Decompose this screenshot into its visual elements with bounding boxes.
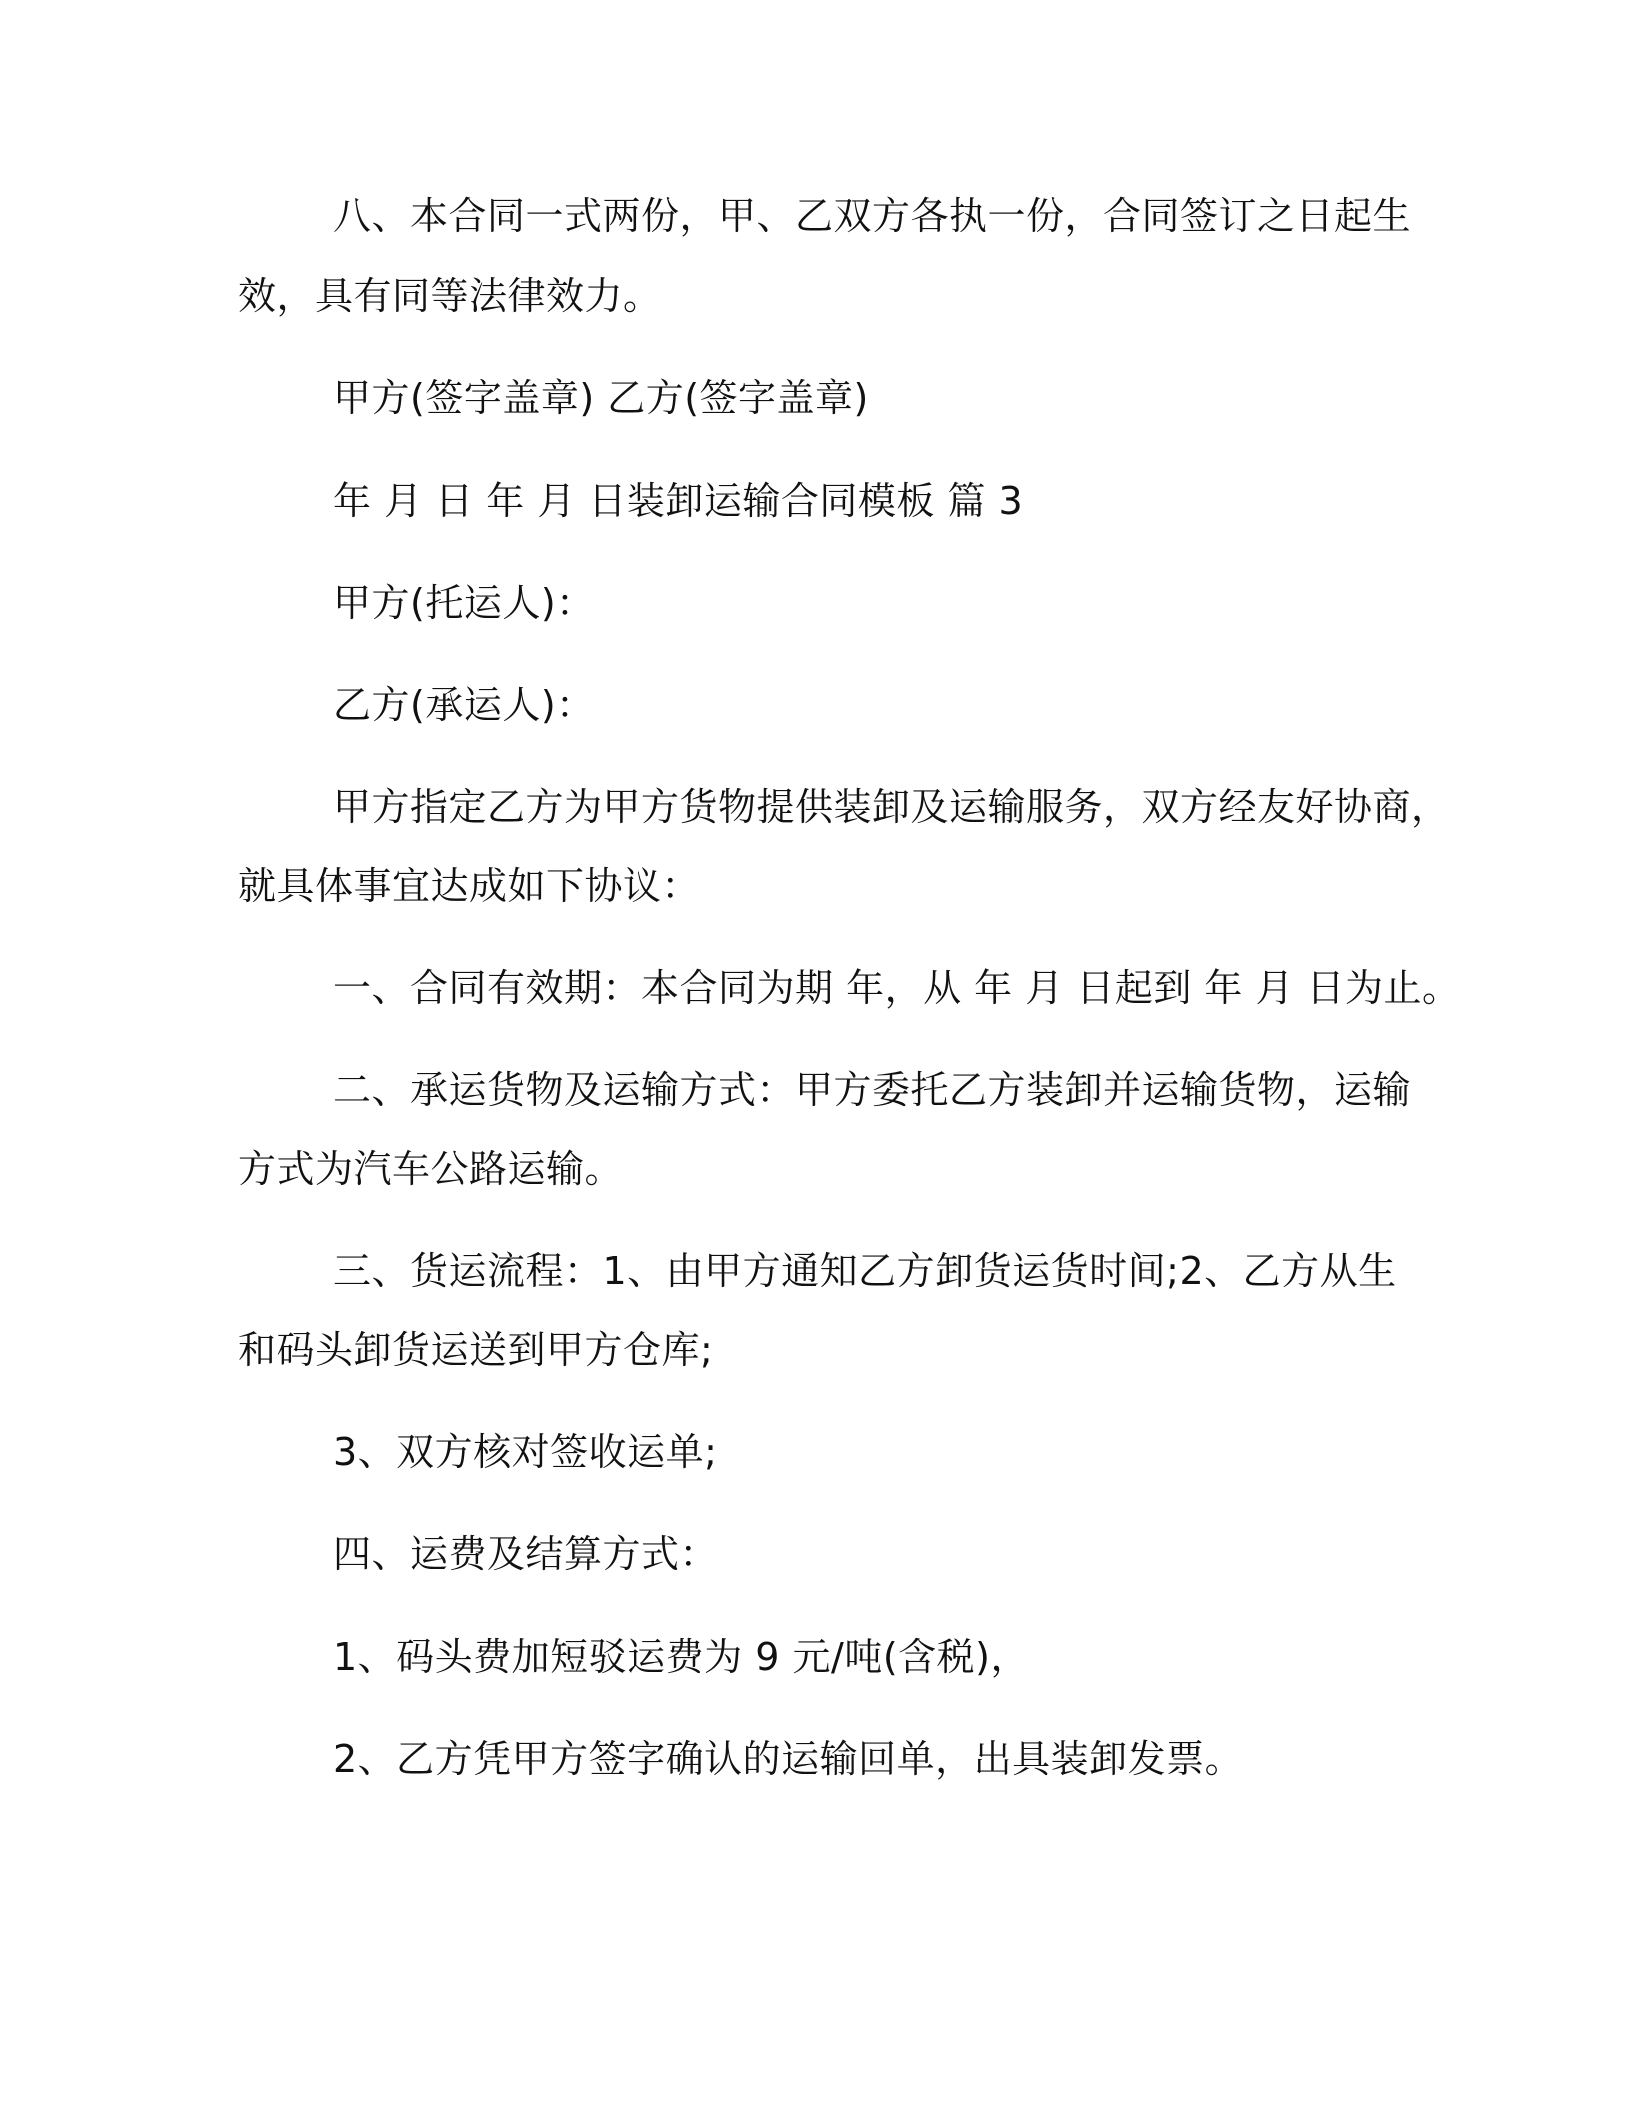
preamble-line-1: 甲方指定乙方为甲方货物提供装卸及运输服务，双方经友好协商， (333, 785, 1450, 829)
clause-1-line: 一、合同有效期：本合同为期 年，从 年 月 日起到 年 月 日为止。 (333, 966, 1461, 1010)
party-a-line: 甲方(托运人)： (333, 581, 595, 625)
clause-4-heading: 四、运费及结算方式： (333, 1532, 719, 1576)
clause-3-line-1: 三、货运流程：1、由甲方通知乙方卸货运货时间;2、乙方从生 (333, 1249, 1397, 1293)
clause-2-line-1: 二、承运货物及运输方式：甲方委托乙方装卸并运输货物，运输 (333, 1068, 1412, 1112)
signature-line: 甲方(签字盖章) 乙方(签字盖章) (333, 376, 869, 420)
clause-8-line-1: 八、本合同一式两份，甲、乙双方各执一份，合同签订之日起生 (333, 194, 1412, 238)
date-and-heading-line: 年 月 日 年 月 日装卸运输合同模板 篇 3 (333, 479, 1024, 523)
clause-8-line-2: 效，具有同等法律效力。 (238, 274, 662, 318)
clause-3-step-3: 3、双方核对签收运单; (333, 1430, 718, 1474)
clause-3-line-2: 和码头卸货运送到甲方仓库; (238, 1328, 714, 1372)
party-b-line: 乙方(承运人)： (333, 683, 595, 727)
clause-4-item-2: 2、乙方凭甲方签字确认的运输回单，出具装卸发票。 (333, 1737, 1244, 1781)
clause-2-line-2: 方式为汽车公路运输。 (238, 1147, 624, 1191)
clause-4-item-1: 1、码头费加短驳运费为 9 元/吨(含税)， (333, 1635, 1029, 1679)
preamble-line-2: 就具体事宜达成如下协议： (238, 864, 701, 908)
